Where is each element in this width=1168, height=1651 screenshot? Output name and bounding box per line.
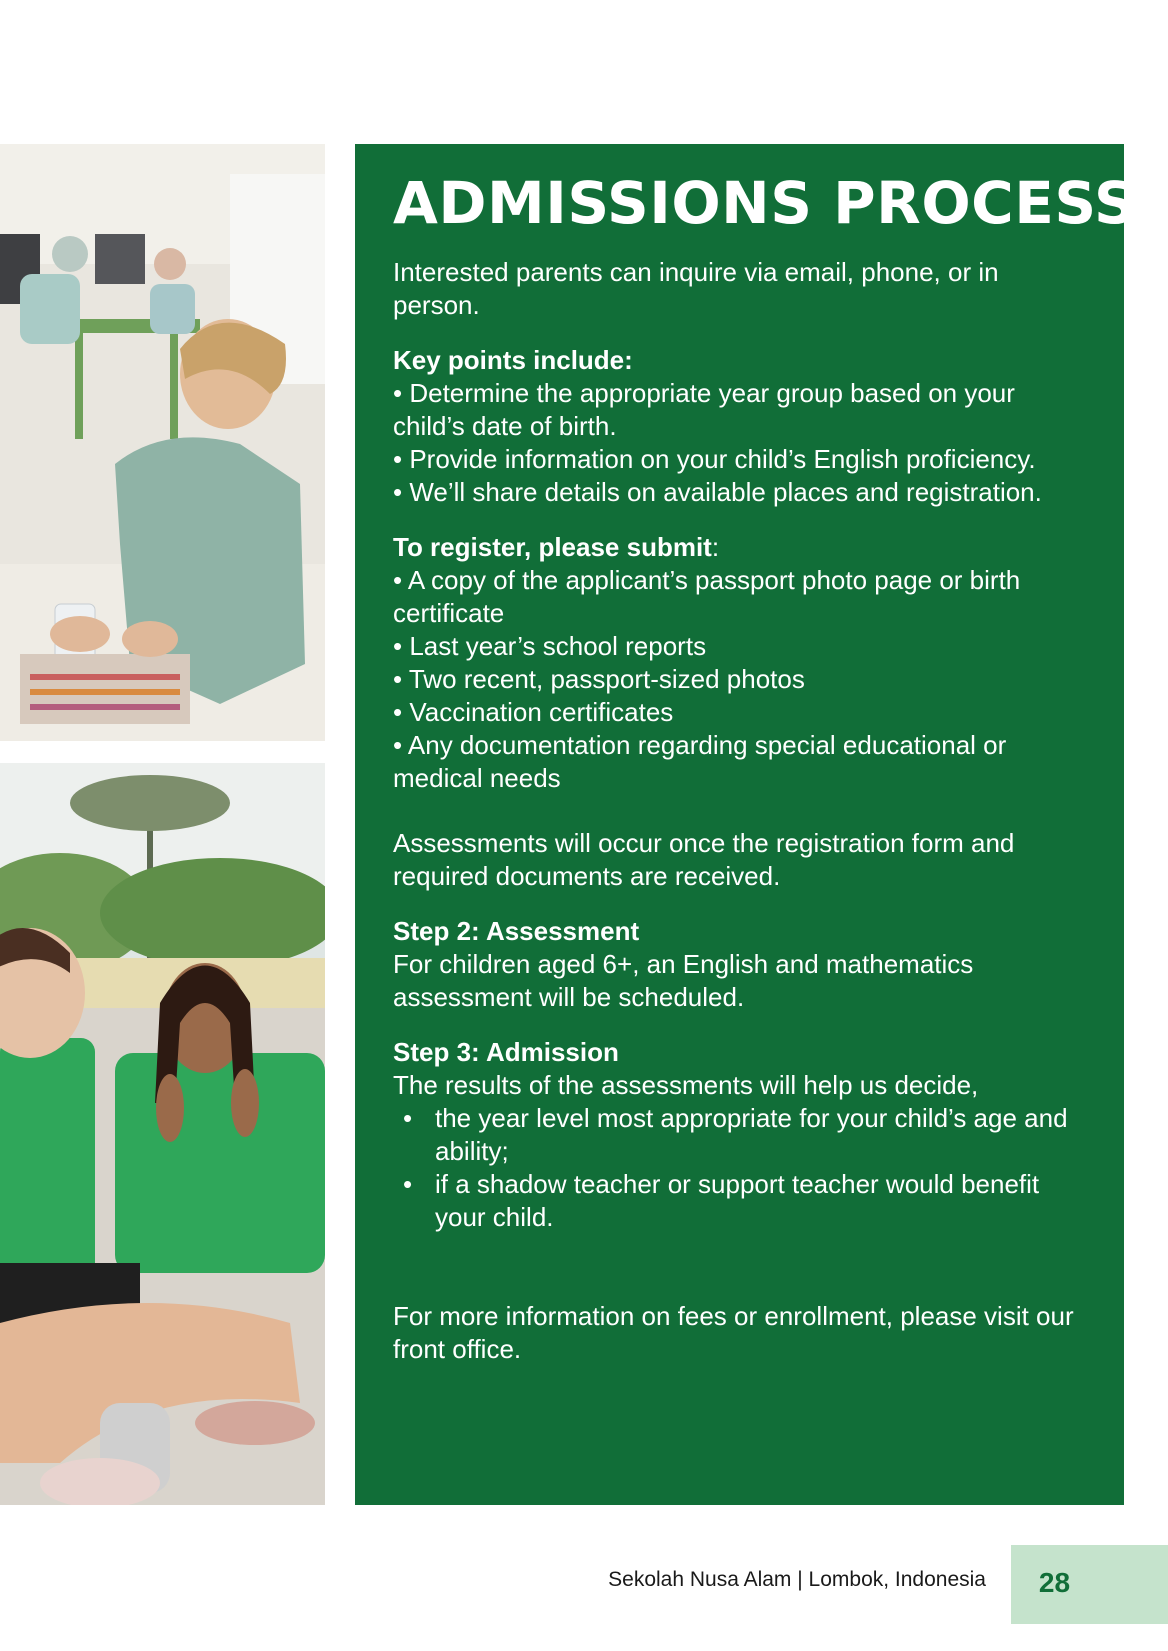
page-number: 28	[1038, 1567, 1071, 1598]
footer-school-name: Sekolah Nusa Alam | Lombok, Indonesia	[608, 1568, 986, 1591]
list-item: • A copy of the applicant’s passport photo page or birth certificate	[393, 564, 1021, 628]
admissions-panel	[355, 144, 1137, 1505]
closing-text: For more information on fees or enrollment, please visit our front office.	[393, 1300, 1074, 1364]
list-item: • Two recent, passport-sized photos	[393, 663, 805, 694]
key-points-list	[393, 377, 1092, 509]
step3-heading: Step 3: Admission	[393, 1036, 619, 1067]
list-item: • We’ll share details on available places and registration.	[393, 476, 1042, 507]
list-item: • Provide information on your child’s English proficiency.	[393, 443, 1036, 474]
step3-text: The results of the assessments will help us decide,	[393, 1069, 979, 1100]
list-item: • Last year’s school reports	[393, 630, 707, 661]
assessment-note: Assessments will occur once the registration form and required documents are received.	[393, 827, 1015, 891]
list-item: • Vaccination certificates	[393, 696, 674, 727]
register-list	[393, 564, 1092, 795]
list-item: • Any documentation regarding special educational or medical needs	[393, 729, 1007, 793]
register-heading: To register, please submit:	[393, 531, 720, 562]
step2-text: For children aged 6+, an English and mathematics assessment will be scheduled.	[393, 948, 974, 1012]
step2-heading: Step 2: Assessment	[393, 915, 640, 946]
intro-text: Interested parents can inquire via email, phone, or in person.	[393, 256, 999, 320]
photo-students-outdoors	[0, 763, 325, 1505]
photo-child-drawing	[0, 144, 325, 741]
list-item: • Determine the appropriate year group based on your child’s date of birth.	[393, 377, 1015, 441]
list-item: • the year level most appropriate for your child’s age and ability;	[435, 1102, 1092, 1168]
step3-list	[393, 1102, 1092, 1234]
key-points-heading: Key points include:	[393, 344, 633, 375]
list-item: • if a shadow teacher or support teacher would benefit your child.	[435, 1168, 1092, 1234]
page-number-box	[1011, 1545, 1168, 1624]
page-title: ADMISSIONS PROCESS	[393, 169, 1137, 237]
